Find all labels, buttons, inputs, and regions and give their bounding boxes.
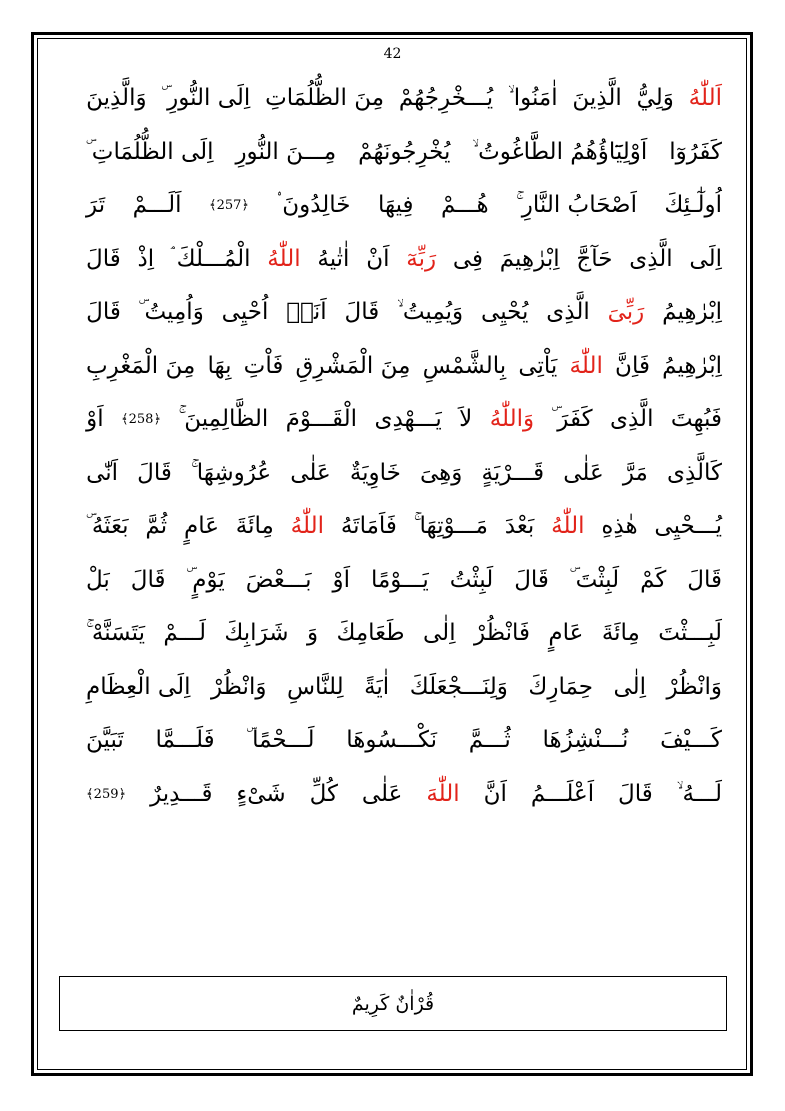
word: قَالَ [130,566,166,593]
word: يُـــخْرِجُهُمْ [398,85,494,111]
text-line [86,126,722,180]
text-line [86,393,722,447]
word: فِيهَا [377,192,414,218]
word: اِلٰى [423,620,456,646]
word: تَرَ [86,192,106,218]
word: مِائَةَ [235,513,274,539]
word: مِنَ الْمَغْرِبِ [86,352,196,379]
word: اِذْ [137,245,155,272]
word: عُرُوشِهَا ۚ [190,459,272,486]
word: اَنَّ [483,780,507,807]
word: هٰذِهِ [601,513,638,539]
word: اَلَـــمْ [132,192,182,218]
divine-name: اَللّٰهُ [688,85,722,111]
word: اَوْ [86,406,104,432]
word: لَبِثْتُ [449,566,494,593]
word: اِبْرٰهِيمُ [662,299,722,325]
word: فَلَـــمَّا [155,727,215,753]
ayah-number: ﴿259﴾ [86,786,127,802]
text-line [86,340,722,394]
word: اَعْلَـــمُ [530,780,595,807]
word: كَـــيْفَ [660,727,722,753]
quran-text-block [86,72,722,821]
word: تَبَيَّنَ [86,727,124,753]
word: عَلٰى [361,780,403,807]
word: نُـــنْشِزُهَا [542,727,629,753]
word: الْقَـــوْمَ [285,406,358,432]
word: خَاوِيَةٌ [349,459,401,486]
word: يَتَسَنَّهْ ۚ [86,620,145,646]
text-line [86,233,722,287]
word: خَالِدُونَ ۟ [276,192,351,218]
word: اُولٰٓـئِكَ [664,192,722,218]
word: اَنَا۬ [286,299,327,325]
word: اِلَى الظُّلُمَاتِ ۜ [86,138,214,165]
word: مِـــنَ النُّورِ [235,138,337,165]
word: قَالَ [514,566,549,593]
word: وَاُمِيتُ ۜ [138,299,204,325]
word: هُـــمْ [440,192,489,218]
text-line [86,500,722,554]
word: قَالَ [344,299,380,325]
word: اِلَى الْعِظَامِ [86,673,191,700]
text-line [86,447,722,501]
word: لَـــحْمًا ۜ [246,727,315,753]
word: اِبْرٰهِيمَ [499,245,560,272]
word: فَاَمَاتَهُ [340,513,397,539]
word: كَفَرُوٓا [669,138,722,165]
text-line [86,768,722,822]
word: قَالَ [86,245,121,272]
word: كَمْ [640,566,667,593]
word: اَوْ [332,566,351,593]
word: شَرَابِكَ [224,620,289,646]
word: يُـــحْيِى [654,513,722,539]
word: عَامٍ [183,513,219,539]
word: بَعَثَهُ ۜ [86,513,129,539]
divine-name: وَاللّٰهُ [489,406,535,432]
word: فَاِنَّ [615,352,650,379]
word: اٰتٰيهُ [317,245,350,272]
word: اِلٰى [613,673,647,700]
word: وَ [306,620,319,646]
word: مَـــوْتِهَا ۚ [413,513,488,539]
word: لِلنَّاسِ [286,673,344,700]
word: وَيُمِيتُ ۙ [397,299,464,325]
word: اٰيَةً [364,673,390,700]
text-line [86,607,722,661]
text-line [86,286,722,340]
word: يَـــوْمًا [370,566,429,593]
divine-name: اللّٰهُ [551,513,585,539]
ayah-number: ﴿258﴾ [121,412,162,427]
divine-name: رَبِّىَ [607,299,645,325]
text-line [86,661,722,715]
word: لَبِثْتَ ۜ [569,566,620,593]
word: قَالَ [618,780,653,807]
word: اِبْرٰهِيمُ [662,352,722,379]
divine-name: اللّٰهَ [569,352,603,379]
word: لَـــهُ ۙ [676,780,722,807]
word: وَالَّذِينَ [86,85,147,111]
word: طَعَامِكَ [336,620,405,646]
word: عَلٰى [290,459,331,486]
text-line [86,714,722,768]
word: الَّذِى [609,406,654,432]
word: بَلْ [86,566,110,593]
word: اَوْلِيَٓاؤُهُمُ الطَّاغُوتُ ۙ [472,138,648,165]
word: اَنّٰى [86,459,119,486]
page-number: 42 [383,46,402,62]
word: وَهِىَ [420,459,463,486]
word: قَالَ [86,299,121,325]
word: حَآجَّ [576,245,613,272]
word: ثُمَّ [145,513,168,539]
word: وَلِيُّ [636,85,674,111]
word: يَـــهْدِى [374,406,442,432]
word: لاَ [459,406,473,432]
word: اَصْحَابُ النَّارِ ۚ [516,192,637,218]
word: مِنَ الظُّلُمَاتِ [265,85,385,111]
word: يُحْيِى [481,299,529,325]
word: عَامٍ [548,620,584,646]
word: لَبِـــثْتَ [658,620,722,646]
footer-title: قُرْاٰنٌ كَرِيمٌ [351,992,435,1015]
word: فِى [452,245,483,272]
word: اُحْيِى [221,299,269,325]
word: بِهَا [207,352,232,379]
word: الَّذِى [629,245,673,272]
word: عَلٰى [563,459,604,486]
word: وَانْظُرْ [666,673,722,700]
ayah-number: ﴿257﴾ [208,198,250,213]
word: كَفَرَ ۜ [551,406,593,432]
word: قَـــرْيَةٍ [481,459,545,486]
word: فَبُهِتَ [670,406,722,432]
word: بِالشَّمْسِ [422,352,507,379]
footer-title-box [59,976,727,1031]
word: شَىْءٍ [236,780,286,807]
word: وَلِنَـــجْعَلَكَ [409,673,508,700]
word: ثُـــمَّ [468,727,511,753]
divine-name: اللّٰهُ [290,513,325,539]
word: نَكْـــسُوهَا [346,727,438,753]
word: بَـــعْضَ [245,566,312,593]
word: حِمَارِكَ [528,673,593,700]
word: اَنْ [366,245,390,272]
word: يَاْتِى [518,352,558,379]
word: فَاْتِ [243,352,284,379]
divine-name: اللّٰهُ [267,245,301,272]
word: فَانْظُرْ [474,620,530,646]
word: لَـــمْ [163,620,206,646]
divine-name: اللّٰهَ [426,780,460,807]
word: قَالَ [137,459,172,486]
text-line [86,179,722,233]
word: اٰمَنُوا ۙ [507,85,558,111]
word: مِنَ الْمَشْرِقِ [295,352,411,379]
word: الَّذِينَ [572,85,622,111]
word: قَـــدِيرٌ [150,780,213,807]
word: يُخْرِجُونَهُمْ [358,138,451,165]
word: قَالَ [687,566,722,593]
text-line [86,554,722,608]
divine-name: رَبِّهٓ [406,245,437,272]
word: بَعْدَ [504,513,535,539]
word: الْمُـــلْكَ ۘ [170,245,251,272]
text-line [86,72,722,126]
word: مِائَةَ [601,620,640,646]
word: كَالَّذِى [666,459,722,486]
word: يَوْمٍ ۜ [186,566,225,593]
word: مَرَّ [622,459,648,486]
word: كُلِّ [309,780,338,807]
word: الَّذِى [546,299,590,325]
word: اِلَى النُّورِ ۜ [161,85,251,111]
word: الظَّالِمِينَ ۚ [178,406,269,432]
word: وَانْظُرْ [210,673,267,700]
word: اِلَى [689,245,722,272]
